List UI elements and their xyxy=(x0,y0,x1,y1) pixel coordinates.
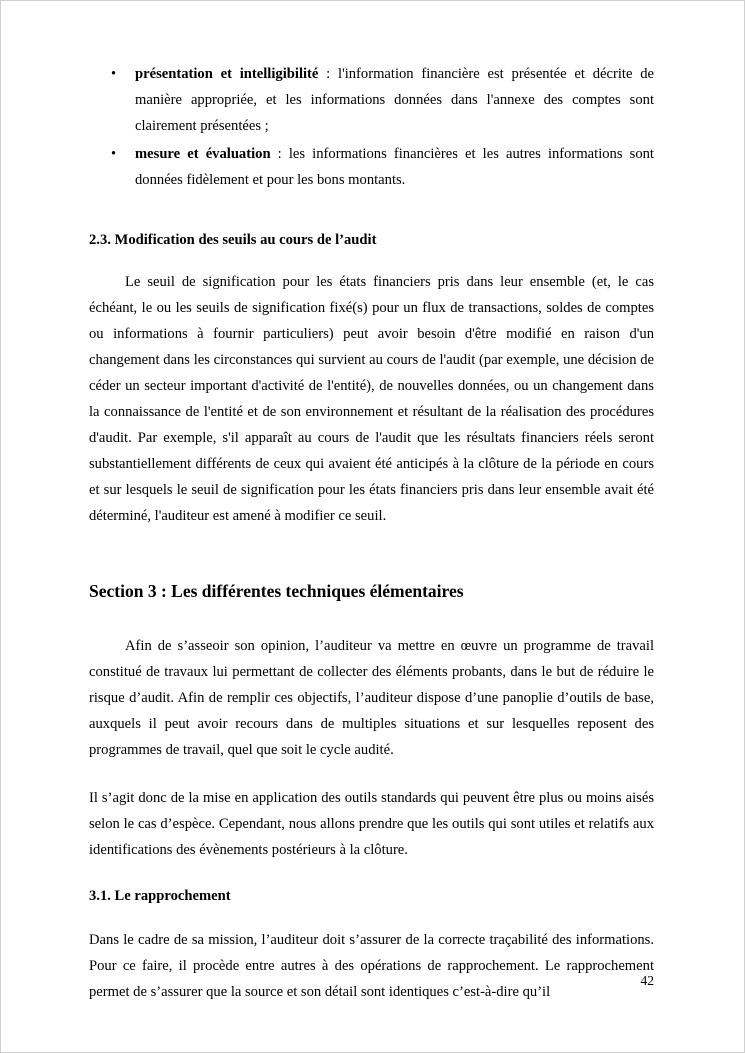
heading-2-3: 2.3. Modification des seuils au cours de l’audit xyxy=(89,232,377,248)
bullet-list xyxy=(89,61,654,193)
paragraph-section3-a: Afin de s’asseoir son opinion, l’auditeur va mettre en œuvre un programme de travail constitué de travaux lui permettant de collecter des éléments probants, dans le but de réduire le risque d’audit. Afin de remplir ces objectifs, l’auditeur dispose d’une panoplie d’outils de base, auxquels il peut avoir recours dans de multiples situations et sur lesquelles reposent des programmes de travail, quel que soit le cycle audité. xyxy=(89,638,654,758)
bullet-item-mesure xyxy=(89,141,654,193)
bullet-term: mesure et évaluation xyxy=(135,146,271,162)
bullet-text: : l'information financière est présentée et décrite de manière appropriée, et les informations données dans l'annexe des comptes sont clairement présentées ; xyxy=(135,66,654,134)
paragraph-section3-b: Il s’agit donc de la mise en application des outils standards qui peuvent être plus ou moins aisés selon le cas d’espèce. Cependant, nous allons prendre que les outils qui sont utiles et relatifs aux identifications des évènements postérieurs à la clôture. xyxy=(89,790,654,858)
paragraph-3-1: Dans le cadre de sa mission, l’auditeur doit s’assurer de la correcte traçabilité des informations. Pour ce faire, il procède entre autres à des opérations de rapprochement. Le rapprochement permet de s’assurer que la source et son détail sont identiques c’est-à-dire qu’il xyxy=(89,932,654,1000)
heading-3-1: 3.1. Le rapprochement xyxy=(89,888,231,904)
bullet-item-presentation xyxy=(89,61,654,139)
section-3-heading: Section 3 : Les différentes techniques élémentaires xyxy=(89,581,464,601)
bullet-text: : les informations financières et les autres informations sont données fidèlement et pour les bons montants. xyxy=(135,146,654,188)
paragraph-seuil: Le seuil de signification pour les états financiers pris dans leur ensemble (et, le cas échéant, le ou les seuils de signification fixé(s) pour un flux de transactions, soldes de comptes ou informations à fournir particuliers) peut avoir besoin d'être modifié en raison d'un changement dans les circonstances qui survient au cours de l'audit (par exemple, une décision de céder un secteur important d'activité de l'entité), de nouvelles données, ou un changement dans la connaissance de l'entité et de son environnement et résultant de la réalisation des procédures d'audit. Par exemple, s'il apparaît au cours de l'audit que les résultats financiers réels seront substantiellement différents de ceux qui avaient été anticipés à la clôture de la période en cours et sur lesquels le seuil de signification pour les états financiers pris dans leur ensemble avait été déterminé, l'auditeur est amené à modifier ce seuil. xyxy=(89,274,654,524)
bullet-icon: • xyxy=(111,146,117,162)
page-number: 42 xyxy=(640,973,654,988)
bullet-term: présentation et intelligibilité xyxy=(135,66,319,82)
bullet-icon: • xyxy=(111,66,117,82)
